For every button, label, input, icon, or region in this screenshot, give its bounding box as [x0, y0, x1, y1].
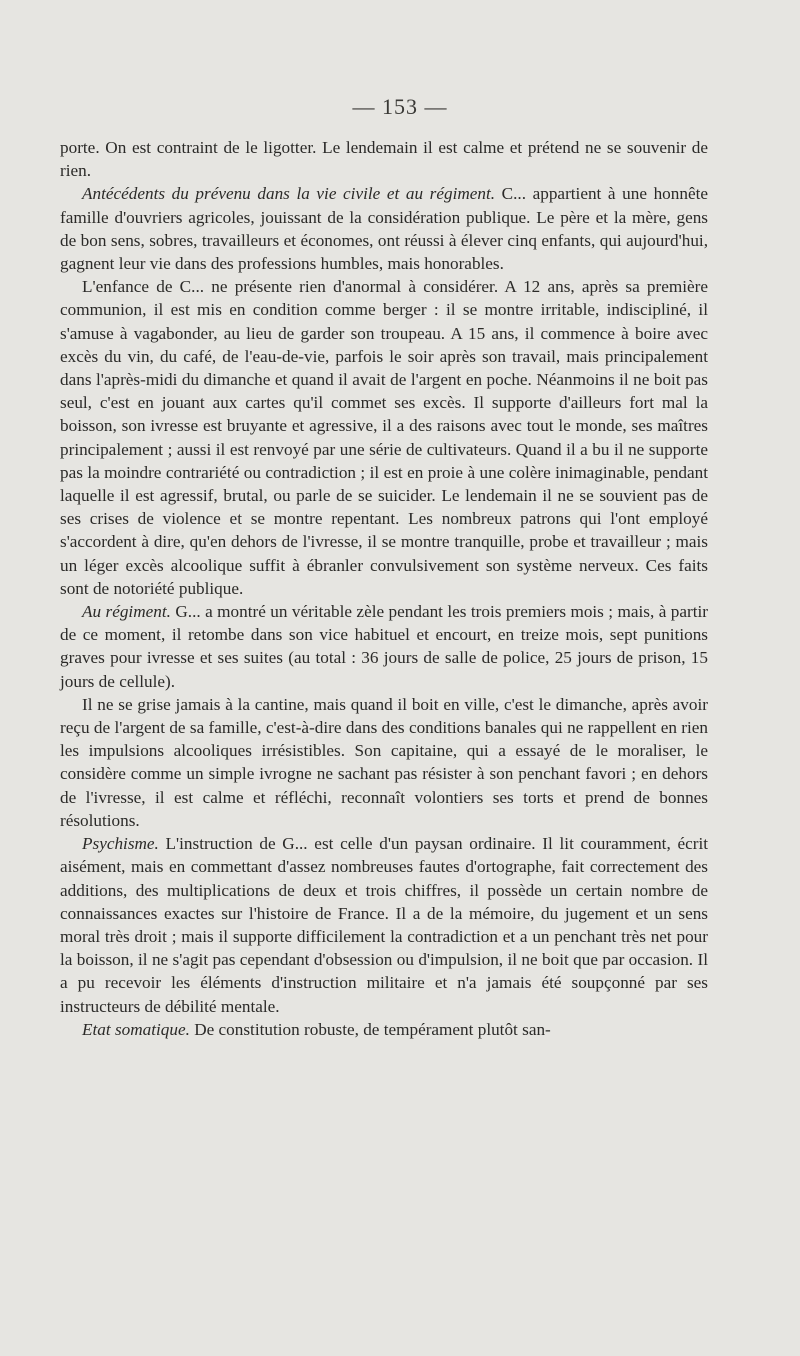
paragraph: [60, 1018, 708, 1041]
paragraph: [60, 693, 708, 832]
paragraph-text: G... a montré un véritable zèle pendant les trois premiers mois ; mais, à partir de ce moment, il retombe dans son vice habituel et encourt, en treize mois, sept punitions graves pour ivresse et ses suites (au total : 36 jours de salle de police, 25 jours de prison, 15 jours de cellule).: [60, 602, 708, 691]
paragraph: [60, 182, 708, 275]
paragraph-text: porte. On est contraint de le ligotter. Le lendemain il est calme et prétend ne se souvenir de rien.: [60, 138, 708, 181]
paragraph-text: Il ne se grise jamais à la cantine, mais quand il boit en ville, c'est le dimanche, après avoir reçu de l'argent de sa famille, c'est-à-dire dans des conditions banales qui ne rappellent en rien les impulsions alcooliques irrésistibles. Son capitaine, qui a essayé de le moraliser, le considère comme un simple ivrogne ne sachant pas résister à son penchant favori ; en dehors de l'ivresse, il est calme et réfléchi, reconnaît volontiers ses torts et prend de bonnes résolutions.: [60, 694, 708, 830]
paragraph: [60, 832, 708, 1018]
paragraph-text: C... appartient à une honnête famille d'ouvriers agricoles, jouissant de la considération publique. Le père et la mère, gens de bon sens, sobres, travailleurs et économes, ont réussi à élever cinq enfants, qui aujourd'hui, gagnent leur vie dans des professions humbles, mais honorables.: [60, 184, 708, 274]
paragraph-text: L'instruction de G... est celle d'un paysan ordinaire. Il lit couramment, écrit aisément, mais en commettant d'assez nombreuses fautes d'ortographe, fait correctement des additions, des multiplications de deux et trois chiffres, il possède un certain nombre de connaissances exactes sur l'histoire de France. Il a de la mémoire, du jugement et un sens moral très droit ; mais il supporte difficilement la contradiction et a un penchant très net pour la boisson, il ne s'agit pas cependant d'obsession ou d'impulsion, il ne boit que par occasion. Il a pu recevoir les éléments d'instruction militaire et n'a jamais été soupçonné par ses instructeurs de débilité mentale.: [60, 834, 708, 1016]
paragraph-text: L'enfance de C... ne présente rien d'anormal à considérer. A 12 ans, après sa première communion, il est mis en condition comme berger : il se montre irritable, indiscipliné, il s'amuse à vagabonder, au lieu de garder son troupeau. A 15 ans, il commence à boire avec excès du vin, du café, de l'eau-de-vie, parfois le soir après son travail, mais principalement dans l'après-midi du dimanche et quand il avait de l'argent en poche. Néanmoins il ne boit pas seul, c'est en jouant aux cartes qu'il commet ses excès. Il supporte d'ailleurs fort mal la boisson, son ivresse est bruyante et agressive, il a des raisons avec tout le monde, ses maîtres principalement ; aussi il est renvoyé par une série de cultivateurs. Quand il a bu il ne supporte pas la moindre contrariété ou contradiction ; il est en proie à une colère inimaginable, pendant laquelle il est agressif, brutal, ou parle de se suicider. Le lendemain il ne se souvient pas de ses crises de violence et se montre repentant. Les nombreux patrons qui l'ont employé s'accordent à dire, qu'en dehors de l'ivresse, il se montre tranquille, probe et travailleur ; mais un léger excès alcoolique suffit à ébranler convulsivement son système nerveux. Ces faits sont de notoriété publique.: [60, 277, 708, 598]
paragraph-lead: Psychisme.: [82, 834, 159, 854]
page-number: — 153 —: [352, 94, 448, 119]
page-body: [60, 136, 708, 1041]
paragraph: [60, 136, 708, 182]
paragraph-lead: Antécédents du prévenu dans la vie civile et au régiment.: [82, 184, 496, 204]
paragraph-text: De constitution robuste, de tempérament plutôt san-: [189, 1019, 551, 1039]
paragraph: [60, 600, 708, 693]
paragraph-lead: Au régiment.: [82, 602, 171, 622]
paragraph: [60, 275, 708, 600]
paragraph-lead: Etat somatique.: [82, 1019, 190, 1039]
